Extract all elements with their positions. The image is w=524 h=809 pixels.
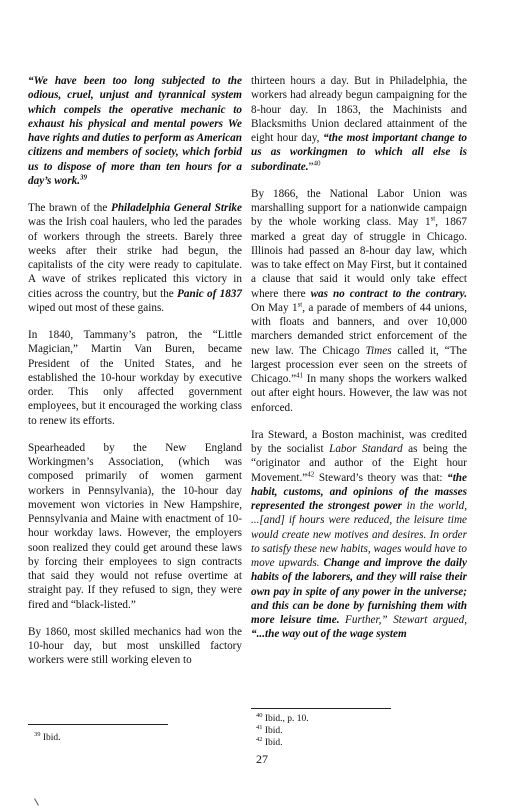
left-column (28, 74, 242, 681)
paragraph-philadelphia-strike (28, 201, 242, 315)
text-run: The brawn of the (28, 202, 111, 214)
ordinal-suffix: st (430, 214, 436, 223)
text-run: called it, “The largest procession ever seen on the streets of Chicago.” (251, 344, 467, 385)
text-run: ” (308, 160, 314, 173)
paragraph-thirteen-hours (251, 74, 467, 174)
footnote-divider-left (28, 724, 168, 725)
steward-quote-part: “...the way out of the wage system (251, 628, 407, 641)
footnote-number: 40 (256, 711, 263, 719)
text-run: , a parade of members of 44 unions, with floats and banners, and over 10,000 marchers demanded strict enforcement of the new law. The Chicago (251, 301, 467, 357)
footnote-text: Ibid. (262, 738, 283, 748)
footnote-ref-42: 42 (307, 469, 315, 478)
text-run: as being the “originator and author of the Eight hour Movement.” (251, 443, 468, 484)
footnote-text: Ibid., p. 10. (262, 714, 309, 724)
footnote-number: 39 (34, 730, 41, 738)
labor-standard-title: Labor Standard (329, 443, 403, 455)
right-column (251, 74, 467, 655)
ordinal-suffix: st (297, 300, 303, 309)
paragraph-new-england: Spearheaded by the New England Workingmen’s Association, (which was composed primarily of women garment workers in Pennsylvania), the 10-hour day movement won victories in New Hampshire, Pennsylvania and Maine with enactment of 10-hour workday laws. However, the employers soon realized they could get around these laws by forcing their employees to sign contracts that said they would not refuse overtime at straight pay. If they refused to sign, they were fired and “black-listed.” (28, 441, 242, 611)
paragraph-van-buren: In 1840, Tammany’s patron, the “Little Magician,” Martin Van Buren, became President of the United States, and he established the 10-hour workday by executive order. This only affected government employees, but it encouraged the working class to renew its efforts. (28, 329, 242, 427)
chicago-times-title: Times (365, 344, 392, 357)
text-run: wiped out most of these gains. (28, 301, 165, 314)
panic-1837-term: Panic of 1837 (177, 287, 242, 300)
footnote-number: 41 (256, 723, 263, 731)
contract-clause: was no contract to the contrary. (310, 287, 467, 300)
quote-text: “We have been too long subjected to the odious, cruel, unjust and tyrannical system which compels the operative mechanic to exhaust his physical and mental powers We have rights and duties to perform as American citizens and members of society, which forbid us to dispose of more than ten hours for a day’s work. (28, 75, 242, 187)
paragraph-ira-steward (251, 428, 467, 642)
text-run: By 1866, the National Labor Union was marshalling support for a nationwide campaign by the whole working class. May 1 (251, 187, 467, 229)
text-run: in the world, ...[and] (251, 500, 468, 527)
footnote-text: Ibid. (40, 733, 61, 743)
footnote-40 (256, 711, 309, 726)
paragraph-1866 (251, 187, 467, 415)
footnote-ref-39: 39 (80, 173, 87, 182)
steward-quote-part: Change and improve the daily habits of the laborers, and they will raise their own pay in spite of any power in the universe; and this can be done by furnishing them with more leisure time. (251, 557, 468, 626)
footnote-ref-41: 41 (296, 371, 304, 380)
text-run: Further,” Stewart argued, (339, 614, 468, 626)
text-run: thirteen hours a day. But in Philadelphia, the workers had already begun campaigning for the 8-hour day. In 1863, the Machinists and Blacksmiths Union declared attainment of the eight hour day, (251, 75, 467, 144)
text-run: , 1867 marked a great day of struggle in Chicago. Illinois had passed an 8-hour day law, which was to take effect on May First, but it contained a clause that said it would only take effect where there (251, 216, 467, 300)
scan-mark (34, 798, 39, 805)
text-run: On May 1 (251, 301, 298, 314)
footnote-number: 42 (256, 735, 263, 743)
philadelphia-strike-term: Philadelphia General Strike (110, 202, 242, 214)
paragraph-1860: By 1860, most skilled mechanics had won the 10-hour day, but most unskilled factory workers were still working eleven to (28, 625, 242, 667)
footnote-ref-40: 40 (313, 158, 321, 167)
text-run: was the Irish coal haulers, who led the parades of workers through the streets. Barely three weeks after their strike had begun, the capitalists of the city were ready to capitulate. A wave of strikes replicated this victory in cities across the country, but the (28, 216, 242, 300)
page-number: 27 (256, 752, 268, 766)
footnote-42 (256, 735, 283, 750)
steward-quote-part: if hours were reduced, the leisure time would create new motives and desires. In order to satisfy these new habits, wages would have to move upwards. (251, 514, 467, 569)
opening-quote (28, 74, 242, 188)
steward-quote-part: “the habit, customs, and opinions of the masses represented the strongest power (251, 471, 467, 512)
text-run: In many shops the workers walked out after eight hours. However, the law was not enforced. (251, 373, 467, 414)
text-run: Ira Steward, a Boston machinist, was credited by the socialist (251, 428, 467, 455)
footnote-text: Ibid. (262, 726, 283, 736)
text-run: Steward’s theory was that: (314, 471, 448, 484)
footnote-39 (34, 730, 61, 745)
footnote-divider-right (251, 708, 391, 709)
machinists-quote: “the most important change to us as workingmen to which all else is subordinate. (251, 132, 467, 173)
